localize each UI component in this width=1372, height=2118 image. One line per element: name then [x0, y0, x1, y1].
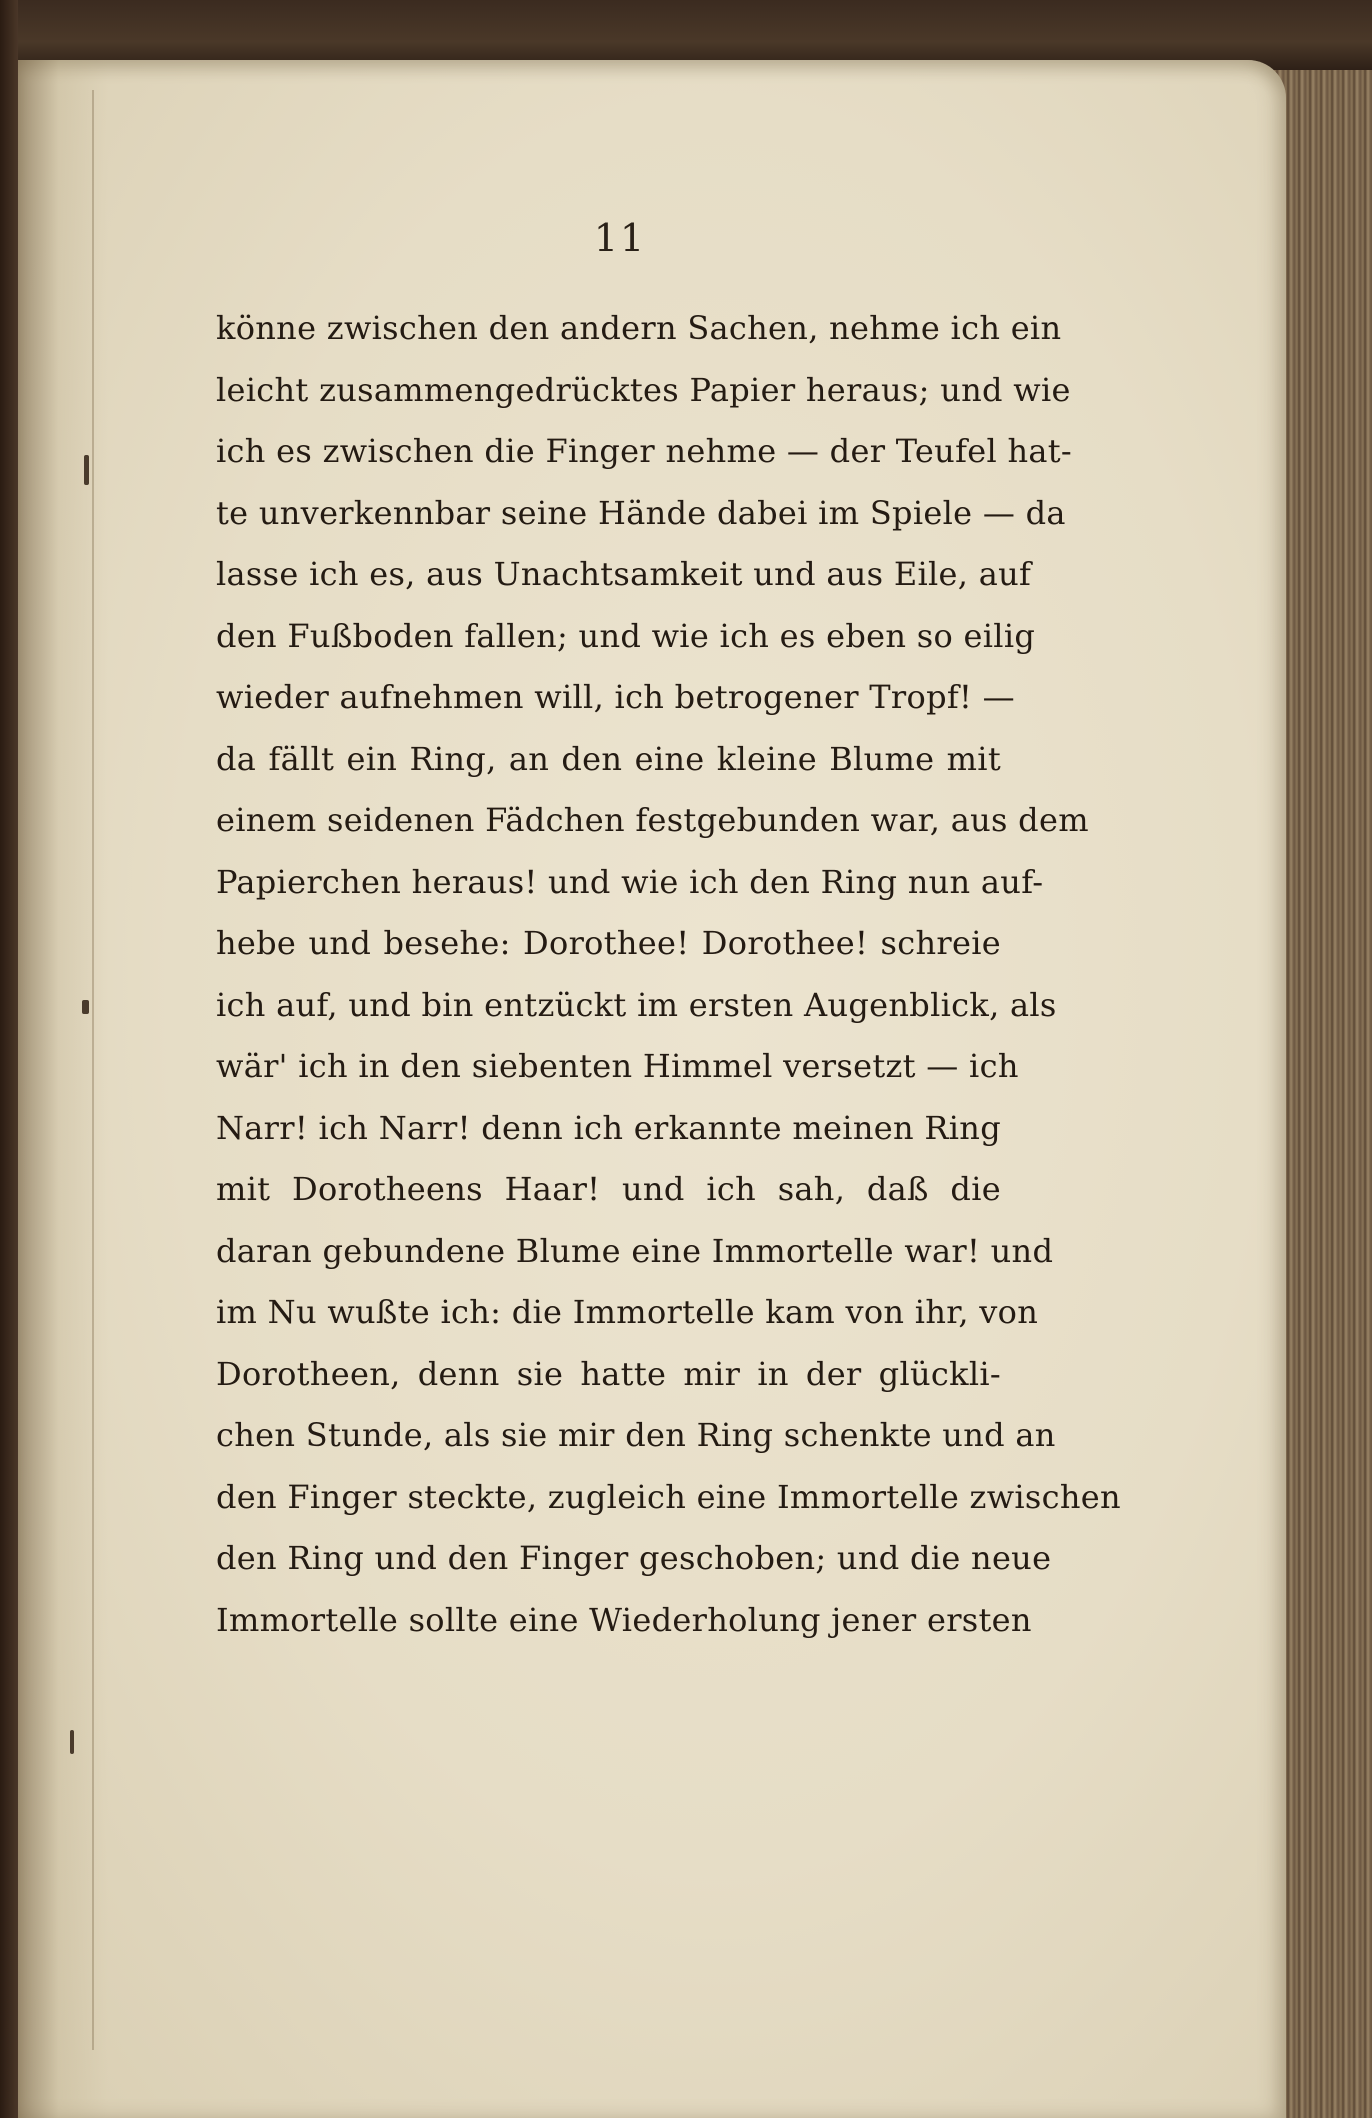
- page-gutter: [18, 60, 108, 2118]
- text-line: den Finger steckte, zugleich eine Immortelle zwischen: [216, 1477, 1121, 1516]
- text-line: Immortelle sollte eine Wiederholung jener ersten: [216, 1600, 1032, 1639]
- text-line: daran gebundene Blume eine Immortelle war! und: [216, 1231, 1054, 1270]
- text-line: Dorotheen, denn sie hatte mir in der glückli-: [216, 1354, 1001, 1393]
- text-line: mit Dorotheens Haar! und ich sah, daß die: [216, 1170, 1001, 1208]
- text-line: te unverkennbar seine Hände dabei im Spiele — da: [216, 493, 1066, 532]
- text-line: ich auf, und bin entzückt im ersten Augenblick, als: [216, 985, 1057, 1024]
- text-line: lasse ich es, aus Unachtsamkeit und aus Eile, auf: [216, 555, 1032, 593]
- page-text: [216, 298, 1121, 1651]
- text-line: im Nu wußte ich: die Immortelle kam von ihr, von: [216, 1293, 1039, 1331]
- text-line: einem seidenen Fädchen festgebunden war, aus dem: [216, 801, 1089, 839]
- text-line: da fällt ein Ring, an den eine kleine Blume mit: [216, 739, 1001, 778]
- margin-mark: [82, 1000, 89, 1014]
- text-line: den Fußboden fallen; und wie ich es eben so eilig: [216, 616, 1036, 655]
- text-line: ich es zwischen die Finger nehme — der Teufel hat-: [216, 432, 1073, 470]
- text-line: den Ring und den Finger geschoben; und die neue: [216, 1539, 1052, 1577]
- text-line: könne zwischen den andern Sachen, nehme ich ein: [216, 309, 1062, 347]
- text-line: wieder aufnehmen will, ich betrogener Tropf! —: [216, 678, 1015, 716]
- text-line: chen Stunde, als sie mir den Ring schenkte und an: [216, 1416, 1056, 1454]
- margin-mark: [70, 1730, 74, 1754]
- margin-mark: [84, 455, 89, 485]
- page-number: 11: [593, 216, 647, 260]
- book-cover-left: [0, 0, 18, 2118]
- gutter-fold: [92, 90, 94, 2050]
- text-line: leicht zusammengedrücktes Papier heraus; und wie: [216, 370, 1071, 409]
- text-line: hebe und besehe: Dorothee! Dorothee! schreie: [216, 924, 1001, 962]
- text-line: Papierchen heraus! und wie ich den Ring nun auf-: [216, 862, 1044, 901]
- text-line: wär' ich in den siebenten Himmel versetzt — ich: [216, 1047, 1019, 1085]
- text-line: Narr! ich Narr! denn ich erkannte meinen Ring: [216, 1108, 1001, 1147]
